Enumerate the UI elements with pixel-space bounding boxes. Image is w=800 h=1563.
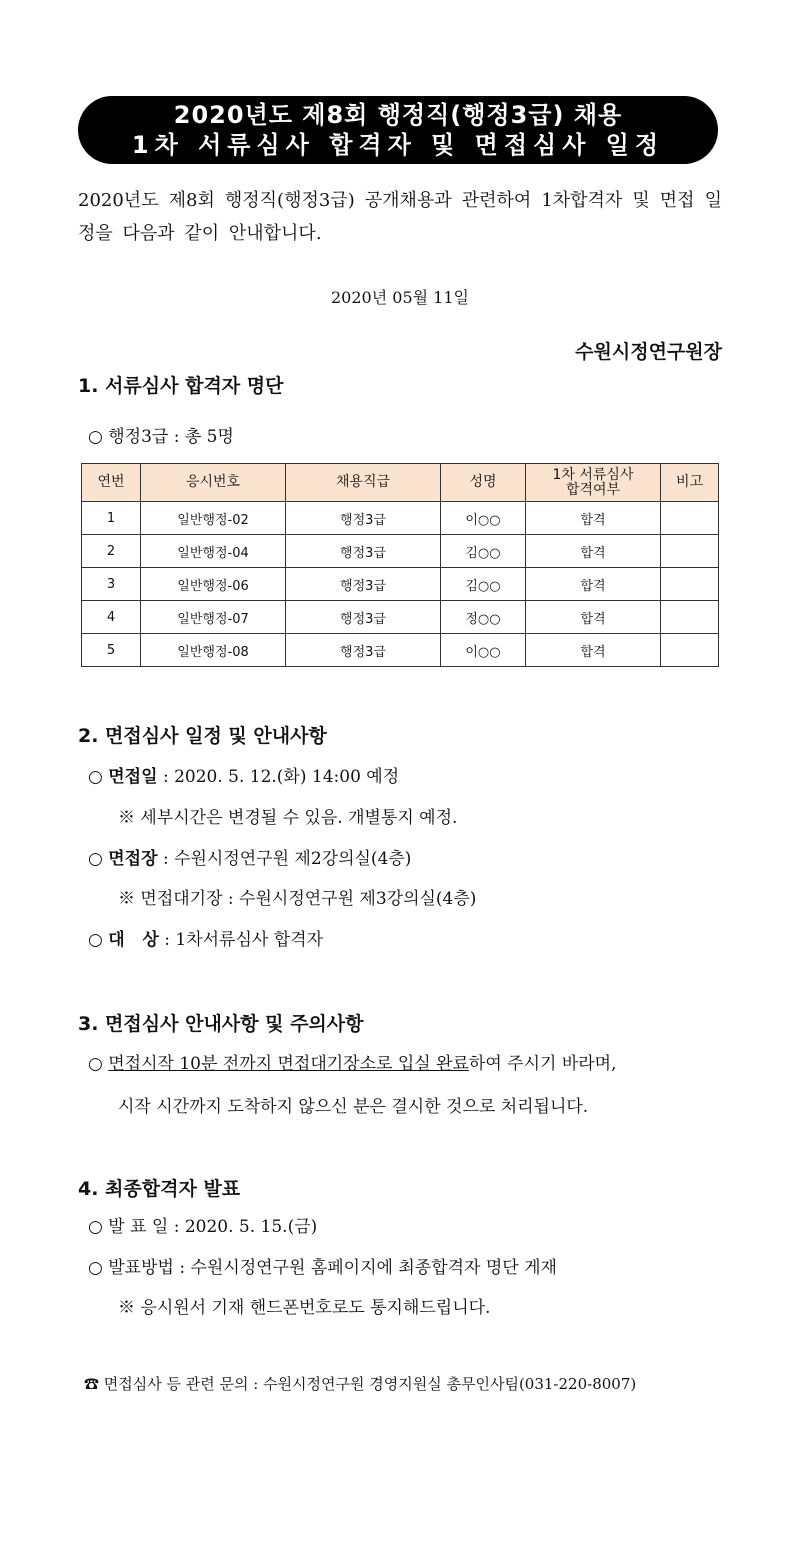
table-row [82, 568, 719, 601]
table-row [82, 502, 719, 535]
interview-date [88, 762, 399, 787]
cell-no: 1 [82, 502, 141, 535]
section-4-heading: 4. 최종합격자 발표 [78, 1178, 241, 1200]
cell-remarks [661, 502, 719, 535]
cell-no: 3 [82, 568, 141, 601]
cell-grade: 행정3급 [286, 502, 441, 535]
interview-date-value: : 2020. 5. 12.(화) 14:00 예정 [162, 767, 400, 787]
results-table [81, 463, 719, 667]
announce-method [88, 1253, 557, 1278]
cell-result: 합격 [526, 568, 661, 601]
announce-note: ※ 응시원서 기재 핸드폰번호로도 통지해드립니다. [118, 1298, 491, 1318]
bullet: ○ [88, 849, 103, 869]
bullet: ○ [88, 767, 103, 787]
notice-underlined: 면접시작 10분 전까지 면접대기장소로 입실 완료 [108, 1054, 469, 1074]
section-1-summary: ○ 행정3급 : 총 5명 [88, 427, 234, 447]
cell-remarks [661, 601, 719, 634]
col-header-no: 연번 [82, 464, 141, 502]
waiting-room-note: ※ 면접대기장 : 수원시정연구원 제3강의실(4층) [118, 889, 477, 909]
col-header-name: 성명 [441, 464, 526, 502]
announce-date [88, 1212, 317, 1237]
table-row [82, 535, 719, 568]
notice-line-1-rest: 하여 주시기 바라며, [468, 1054, 617, 1074]
interview-date-label: 면접일 [108, 767, 158, 787]
bullet: ○ [88, 1054, 103, 1074]
interview-place-label: 면접장 [108, 849, 158, 869]
bullet: ○ [88, 1217, 103, 1237]
interview-target-value: : 1차서류심사 합격자 [164, 930, 323, 950]
section-3-heading: 3. 면접심사 안내사항 및 주의사항 [78, 1013, 364, 1035]
intro-paragraph: 2020년도 제8회 행정직(행정3급) 공개채용과 관련하여 1차합격자 및 면접 일정을 다음과 같이 안내합니다. [78, 190, 722, 244]
cell-grade: 행정3급 [286, 634, 441, 667]
section-2-heading: 2. 면접심사 일정 및 안내사항 [78, 725, 327, 747]
contact-footer: ☎ 면접심사 등 관련 문의 : 수원시정연구원 경영지원실 총무인사팀(031-220-8007) [84, 1375, 637, 1393]
cell-applicant-no: 일반행정-06 [141, 568, 286, 601]
cell-applicant-no: 일반행정-02 [141, 502, 286, 535]
table-row [82, 601, 719, 634]
cell-applicant-no: 일반행정-08 [141, 634, 286, 667]
cell-result: 합격 [526, 502, 661, 535]
cell-no: 2 [82, 535, 141, 568]
interview-place [88, 844, 411, 869]
cell-no: 5 [82, 634, 141, 667]
col-header-result-line2: 합격여부 [565, 481, 621, 498]
cell-name: 김○○ [441, 568, 526, 601]
table-header-row [82, 464, 719, 502]
announce-method-text: 발표방법 : 수원시정연구원 홈페이지에 최종합격자 명단 게재 [108, 1258, 557, 1278]
col-header-remarks: 비고 [661, 464, 719, 502]
bullet: ○ [88, 930, 103, 950]
cell-applicant-no: 일반행정-04 [141, 535, 286, 568]
table-row [82, 634, 719, 667]
col-header-applicant-no: 응시번호 [141, 464, 286, 502]
bullet: ○ [88, 1258, 103, 1278]
cell-grade: 행정3급 [286, 535, 441, 568]
cell-result: 합격 [526, 601, 661, 634]
title-line-2: 1차 서류심사 합격자 및 면접심사 일정 [131, 131, 665, 159]
title-banner [78, 96, 718, 164]
col-header-grade: 채용직급 [286, 464, 441, 502]
cell-grade: 행정3급 [286, 568, 441, 601]
interview-place-value: : 수원시정연구원 제2강의실(4층) [162, 849, 412, 869]
cell-result: 합격 [526, 634, 661, 667]
title-line-1: 2020년도 제8회 행정직(행정3급) 채용 [173, 101, 623, 129]
cell-remarks [661, 568, 719, 601]
interview-date-note: ※ 세부시간은 변경될 수 있음. 개별통지 예정. [118, 808, 458, 828]
cell-name: 이○○ [441, 634, 526, 667]
section-1-heading: 1. 서류심사 합격자 명단 [78, 375, 284, 397]
cell-result: 합격 [526, 535, 661, 568]
interview-target [88, 925, 323, 950]
cell-name: 이○○ [441, 502, 526, 535]
cell-applicant-no: 일반행정-07 [141, 601, 286, 634]
issuer: 수원시정연구원장 [575, 341, 722, 363]
cell-grade: 행정3급 [286, 601, 441, 634]
notice-line-1 [88, 1049, 617, 1074]
cell-no: 4 [82, 601, 141, 634]
notice-line-2: 시작 시간까지 도착하지 않으신 분은 결시한 것으로 처리됩니다. [118, 1097, 589, 1117]
notice-date: 2020년 05월 11일 [331, 288, 469, 307]
interview-target-label: 대 상 [108, 930, 159, 950]
col-header-result [526, 464, 661, 502]
col-header-result-line1: 1차 서류심사 [552, 466, 634, 483]
cell-remarks [661, 535, 719, 568]
cell-name: 정○○ [441, 601, 526, 634]
announce-date-text: 발 표 일 : 2020. 5. 15.(금) [108, 1217, 318, 1237]
cell-name: 김○○ [441, 535, 526, 568]
cell-remarks [661, 634, 719, 667]
